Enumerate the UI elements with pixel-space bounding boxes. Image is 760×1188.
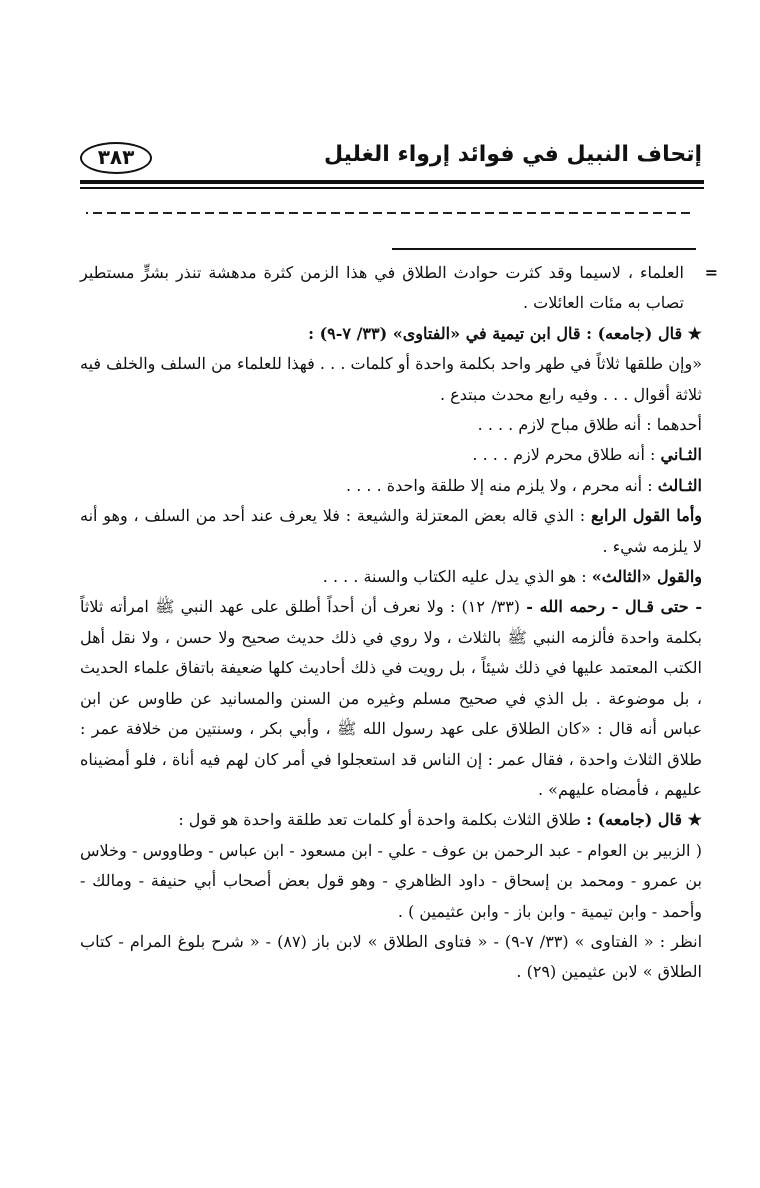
footnote-body (80, 258, 718, 988)
paragraph-third-opinion (80, 471, 702, 501)
paragraph-references (80, 927, 702, 988)
paragraph-text: أحدهما : أنه طلاق مباح لازم . . . . (477, 415, 702, 435)
paragraph-lead: ★ قال (جامعه) : (586, 810, 702, 830)
paragraph-text: : هو الذي يدل عليه الكتاب والسنة . . . . (322, 567, 587, 587)
running-title: إتحاف النبيل في فوائد إرواء الغليل (323, 142, 702, 167)
paragraph-heading-ibn-taymiyya (80, 319, 702, 349)
paragraph-compiler-note (80, 805, 702, 835)
paragraph-text: ( الزبير بن العوام - عبد الرحمن بن عوف - علي - ابن مسعود - ابن عباس - وطاووس - وخلاس بن عمرو - ومحمد بن إسحاق - داود الظاهري - وهو قول بعض أصحاب أبي حنيفة - ومالك - وأحمد - وابن تيمية - وابن باز - وابن عثيمين ) . (80, 840, 702, 921)
paragraph-text: : أنه محرم ، ولا يلزم منه إلا طلقة واحدة . . . . (346, 475, 653, 495)
page-number: ٣٨٣ (80, 142, 152, 174)
paragraph-lead: الثـالث (657, 475, 702, 495)
paragraph-text: «وإن طلقها ثلاثاً في طهر واحد بكلمة واحدة أو كلمات . . . فهذا للعلماء من السلف والخلف فيه ثلاثة أقوال . . . وفيه رابع محدث مبتدع . (80, 354, 702, 404)
continuation-mark: = (704, 263, 718, 282)
paragraph-second-opinion (80, 440, 702, 470)
paragraph-correct-opinion (80, 562, 702, 592)
header-rule-thick (80, 180, 704, 184)
paragraph-lead: وأما القول الرابع (590, 506, 703, 526)
paragraph-text: : أنه طلاق محرم لازم . . . . (472, 445, 656, 465)
paragraph-fourth-opinion (80, 501, 702, 562)
paragraph-text: : الذي قاله بعض المعتزلة والشيعة : فلا يعرف عند أحد من السلف ، وهو أنه لا يلزمه شيء . (80, 506, 702, 556)
paragraph-scholars-list (80, 836, 702, 927)
paragraph-first-opinion (80, 410, 702, 440)
paragraph-quote (80, 349, 702, 410)
paragraph-lead: والقول «الثالث» (591, 567, 702, 587)
page-header (80, 138, 702, 178)
paragraph-lead: ★ قال (جامعه) : قال ابن تيمية في «الفتاوى» (٣٣/ ٧-٩) : (308, 323, 702, 343)
paragraph-text: انظر : « الفتاوى » (٣٣/ ٧-٩) - « فتاوى الطلاق » لابن باز (٨٧) - « شرح بلوغ المرام - كتاب الطلاق » لابن عثيمين (٢٩) . (80, 931, 703, 982)
paragraph-lead: - حتى قـال - رحمه الله - (526, 597, 703, 617)
header-rule-thin (80, 187, 704, 189)
dashed-separator (86, 212, 690, 214)
paragraph-hadith (80, 592, 702, 805)
paragraph-lead: الثـاني (660, 445, 702, 465)
paragraph-text: العلماء ، لاسيما وقد كثرت حوادث الطلاق في هذا الزمن كثرة مدهشة تنذر بشرٍّ مستطير تصاب به مئات العائلات . (80, 263, 684, 313)
paragraph-text: (٣٣/ ١٢) : ولا نعرف أن أحداً أطلق على عهد النبي ﷺ امرأته ثلاثاً بكلمة واحدة فألزمه النبي ﷺ بالثلاث ، ولا روي في ذلك حديث صحيح ولا حسن ، ولا نقل أهل الكتب المعتمد عليها في ذلك شيئاً ، بل رويت في ذلك أحاديث كلها ضعيفة باتفاق علماء الحديث ، بل موضوعة . بل الذي في صحيح مسلم وغيره من السنن والمسانيد عن طاوس عن ابن عباس أنه قال : «كان الطلاق على عهد رسول الله ﷺ ، وأبي بكر ، وسنتين من خلافة عمر : طلاق الثلاث واحدة ، فقال عمر : إن الناس قد استعجلوا في أمر كان لهم فيه أناة ، فلو أمضيناه عليهم ، فأمضاه عليهم» . (80, 597, 702, 799)
footnote-separator (392, 248, 696, 250)
paragraph-continuation (80, 258, 718, 319)
paragraph-text: طلاق الثلاث بكلمة واحدة أو كلمات تعد طلقة واحدة هو قول : (178, 810, 582, 830)
